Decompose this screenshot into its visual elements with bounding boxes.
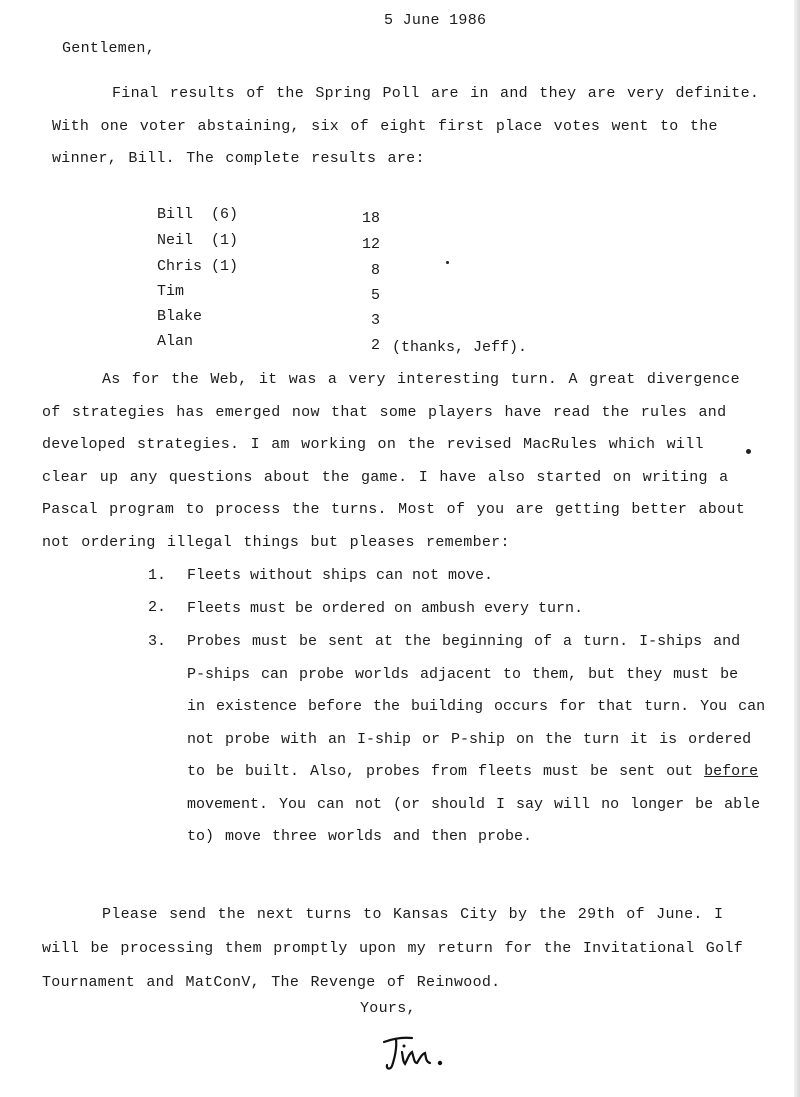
- list-number: 2.: [148, 599, 167, 616]
- result-score: 8: [370, 262, 380, 279]
- list-item: Fleets without ships can not move.: [187, 567, 494, 584]
- page-edge-shadow: [794, 0, 800, 1097]
- result-name: Bill (6): [157, 206, 239, 223]
- letter-date: 5 June 1986: [384, 12, 487, 29]
- list-item: [187, 626, 767, 854]
- signature: [378, 1030, 458, 1075]
- paragraph-web-turn: As for the Web, it was a very interesting turn. A great divergence of strategies has emerged now that some players have read the rules and developed strategies. I am working on the revised MacRules which will clear up any questions about the game. I have also started on writing a Pascal program to process the turns. Most of you are getting better about not ordering illegal things but pleases remember:: [42, 371, 746, 551]
- list-item-text: Probes must be sent at the beginning of a turn. I-ships and P-ships can probe worlds adjacent to them, but they must be in existence before the building occurs for that turn. You can not probe with an I-ship or P-ship on the turn it is ordered to be built. Also, probes from fleets must be sent out: [187, 633, 766, 780]
- result-score: 5: [370, 287, 380, 304]
- result-score: 18: [361, 210, 380, 227]
- result-score: 12: [361, 236, 380, 253]
- underlined-word: before: [704, 763, 759, 780]
- list-item-text: movement. You can not (or should I say will no longer be able to) move three worlds and then probe.: [187, 795, 761, 845]
- list-number: 1.: [148, 567, 167, 584]
- result-note: (thanks, Jeff).: [392, 339, 528, 356]
- salutation: Gentlemen,: [62, 40, 156, 57]
- margin-dot: [746, 449, 751, 454]
- paragraph-next-turns: Please send the next turns to Kansas City by the 29th of June. I will be processing them promptly upon my return for the Invitational Golf Tournament and MatConV, The Revenge of Reinwood.: [42, 906, 744, 991]
- result-name: Chris (1): [157, 258, 239, 275]
- result-name: Neil (1): [157, 232, 239, 249]
- list-number: 3.: [148, 633, 167, 650]
- paragraph-poll-results: Final results of the Spring Poll are in and they are very definite. With one voter abstaining, six of eight first place votes went to the winner, Bill. The complete results are:: [52, 85, 760, 167]
- result-name: Tim: [157, 283, 185, 300]
- list-item: Fleets must be ordered on ambush every turn.: [187, 600, 584, 617]
- result-name: Alan: [157, 333, 194, 350]
- closing: Yours,: [360, 1000, 416, 1017]
- result-score: 3: [370, 312, 380, 329]
- stray-dot: [446, 261, 449, 264]
- result-name: Blake: [157, 308, 203, 325]
- result-score: 2: [370, 337, 380, 354]
